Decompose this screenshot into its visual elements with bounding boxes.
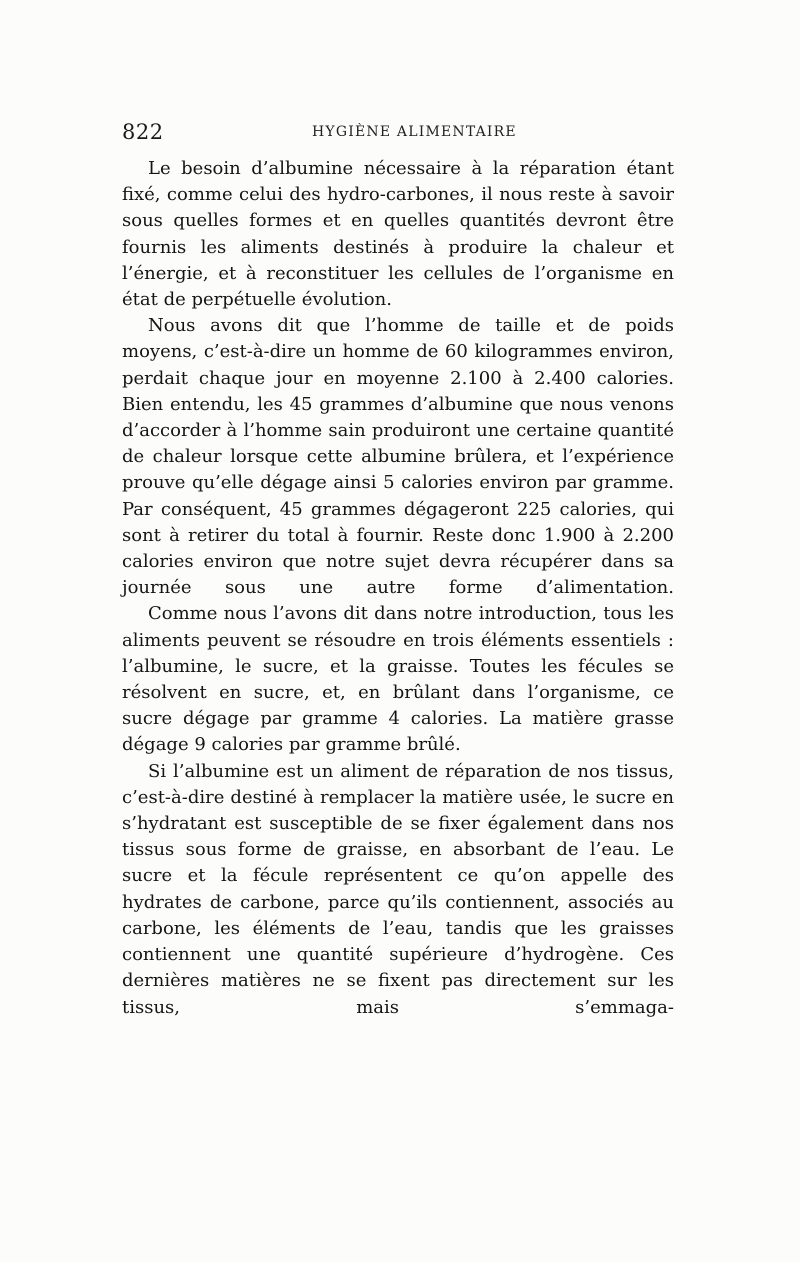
paragraph-calories: Nous avons dit que l’homme de taille et de poids moyens, c’est-à-dire un homme de 60 kilogrammes environ, perdait chaque jour en moyenne 2.100 à 2.400 calories. Bien entendu, les 45 grammes d’albumine que nous venons d’accorder à l’homme sain produiront une certaine quantité de chaleur lorsque cette albumine brûlera, et l’expérience prouve qu’elle dégage ainsi 5 calories environ par gramme. Par conséquent, 45 grammes dégageront 225 calories, qui sont à retirer du total à fournir. Reste donc 1.900 à 2.200 calories environ que notre sujet devra récupérer dans sa journée sous une autre forme d’alimentation. (122, 315, 674, 599)
running-head (122, 120, 682, 144)
paragraph-elements-essentiels: Comme nous l’avons dit dans notre introduction, tous les aliments peuvent se résoudre en trois éléments essentiels : l’albumine, le sucre, et la graisse. Toutes les fécules se résolvent en sucre, et, en brûlant dans l’organisme, ce sucre dégage par gramme 4 calories. La matière grasse dégage 9 calories par gramme brûlé. (122, 603, 674, 756)
body-text (122, 156, 674, 1021)
paragraph-hydrates-de-carbone: Si l’albumine est un aliment de réparation de nos tissus, c’est-à-dire destiné à remplacer la matière usée, le sucre en s’hydratant est susceptible de se fixer également dans nos tissus sous forme de graisse, en absorbant de l’eau. Le sucre et la fécule représentent ce qu’on appelle des hydrates de carbone, parce qu’ils contiennent, associés au carbone, les éléments de l’eau, tandis que les graisses contiennent une quantité supérieure d’hydrogène. Ces dernières matières ne se fixent pas directement sur les tissus, mais s’emmaga- (122, 760, 674, 1018)
page-number: 822 (122, 120, 164, 144)
running-title: HYGIÈNE ALIMENTAIRE (312, 124, 517, 140)
paragraph-albumine-besoin: Le besoin d’albumine nécessaire à la réparation étant fixé, comme celui des hydro-carbones, il nous reste à savoir sous quelles formes et en quelles quantités devront être fournis les aliments destinés à produire la chaleur et l’énergie, et à reconstituer les cellules de l’organisme en état de perpétuelle évolution. (122, 158, 674, 311)
